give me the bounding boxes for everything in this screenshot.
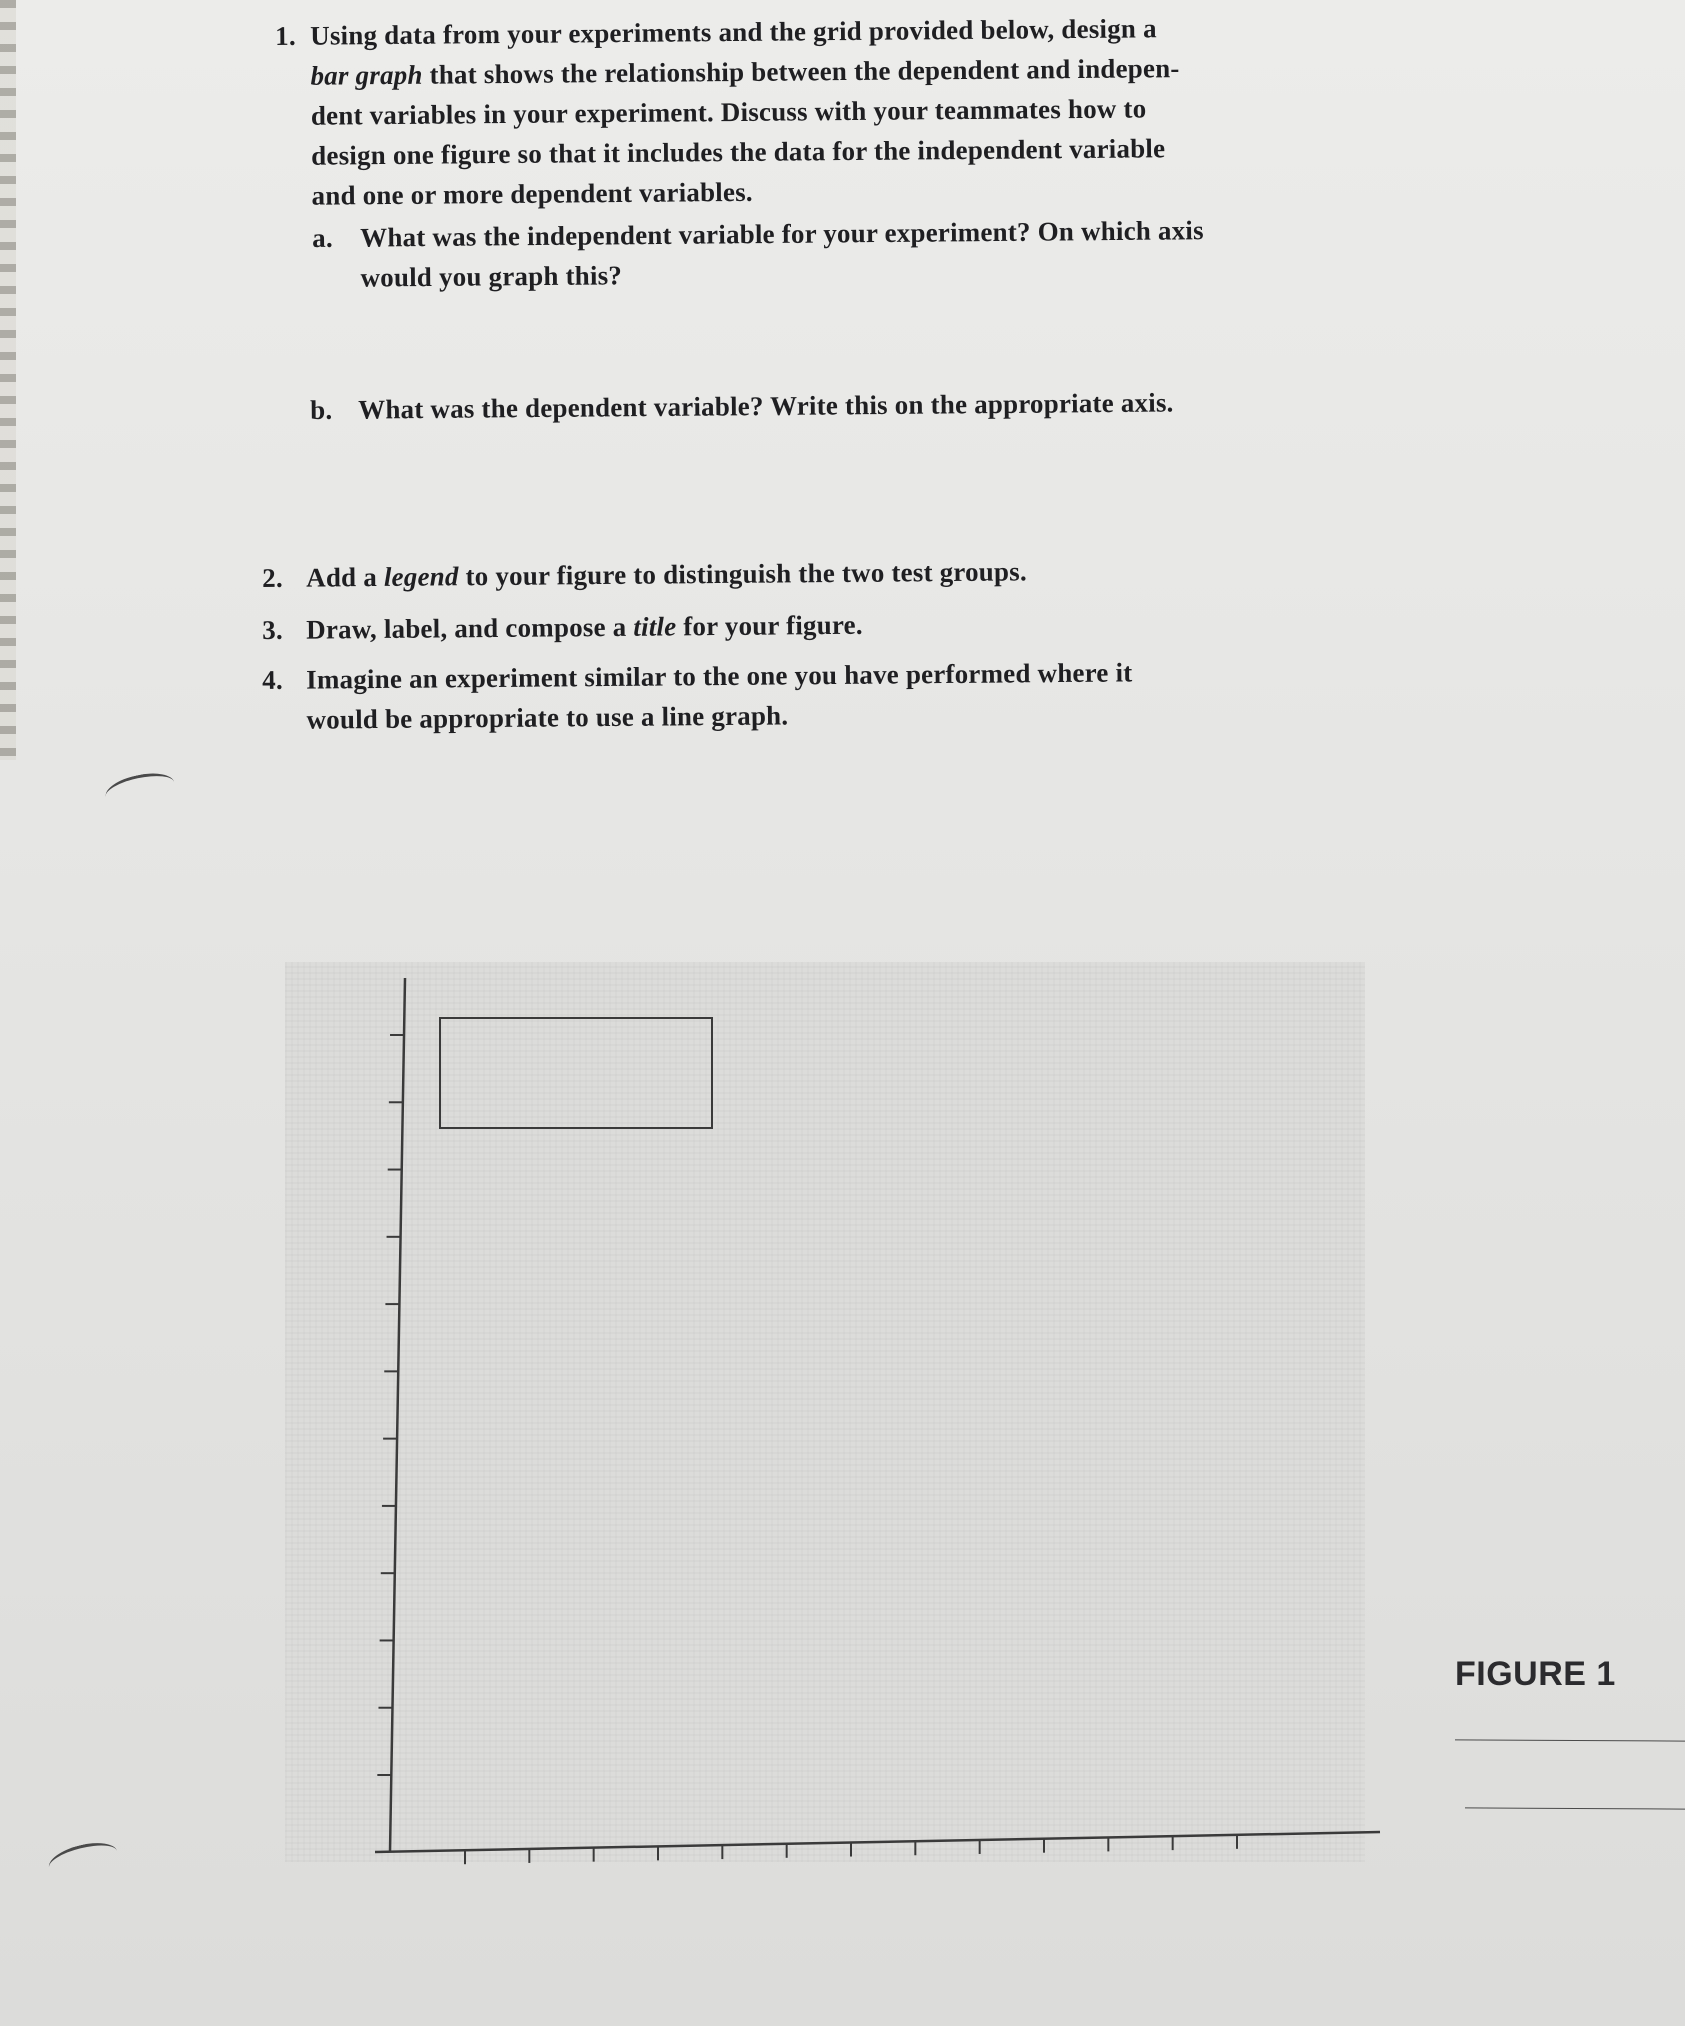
question-1-number: 1.: [275, 20, 296, 51]
question-3-text-before: Draw, label, and compose a: [306, 611, 634, 645]
question-3-number: 3.: [262, 614, 283, 645]
y-axis-line: [390, 978, 405, 1852]
x-axis-line: [375, 1832, 1380, 1852]
question-2-number: 2.: [262, 562, 283, 593]
question-2-text-after: to your figure to distinguish the two test groups.: [458, 556, 1027, 592]
question-4-line-2: would be appropriate to use a line graph.: [306, 700, 789, 735]
legend-box: [440, 1018, 712, 1128]
question-1-line-2-text: that shows the relationship between the dependent and indepen-: [429, 53, 1180, 90]
question-1b-line-1: What was the dependent variable? Write this on the appropriate axis.: [358, 387, 1174, 425]
question-3-italic-term: title: [633, 611, 677, 642]
question-4-line-1: Imagine an experiment similar to the one you have performed where it: [306, 657, 1133, 695]
question-1b-letter: b.: [310, 394, 333, 425]
question-4-number: 4.: [262, 664, 283, 695]
question-1a-letter: a.: [312, 222, 333, 253]
question-3-text-after: for your figure.: [676, 609, 863, 642]
question-1a-line-2: would you graph this?: [360, 260, 623, 293]
figure-label: FIGURE 1: [1455, 1655, 1616, 1693]
question-2-text-before: Add a: [306, 561, 385, 593]
question-1-italic-term: bar graph: [310, 59, 423, 91]
question-1-line-5: and one or more dependent variables.: [311, 176, 753, 211]
question-1a-line-1: What was the independent variable for your experiment? On which axis: [360, 215, 1204, 253]
question-1-line-4: design one figure so that it includes the data for the independent variable: [311, 133, 1166, 171]
question-2-italic-term: legend: [383, 561, 459, 592]
question-1-line-3: dent variables in your experiment. Discuss with your teammates how to: [310, 93, 1147, 131]
question-1-line-1: Using data from your experiments and the grid provided below, design a: [310, 13, 1157, 51]
